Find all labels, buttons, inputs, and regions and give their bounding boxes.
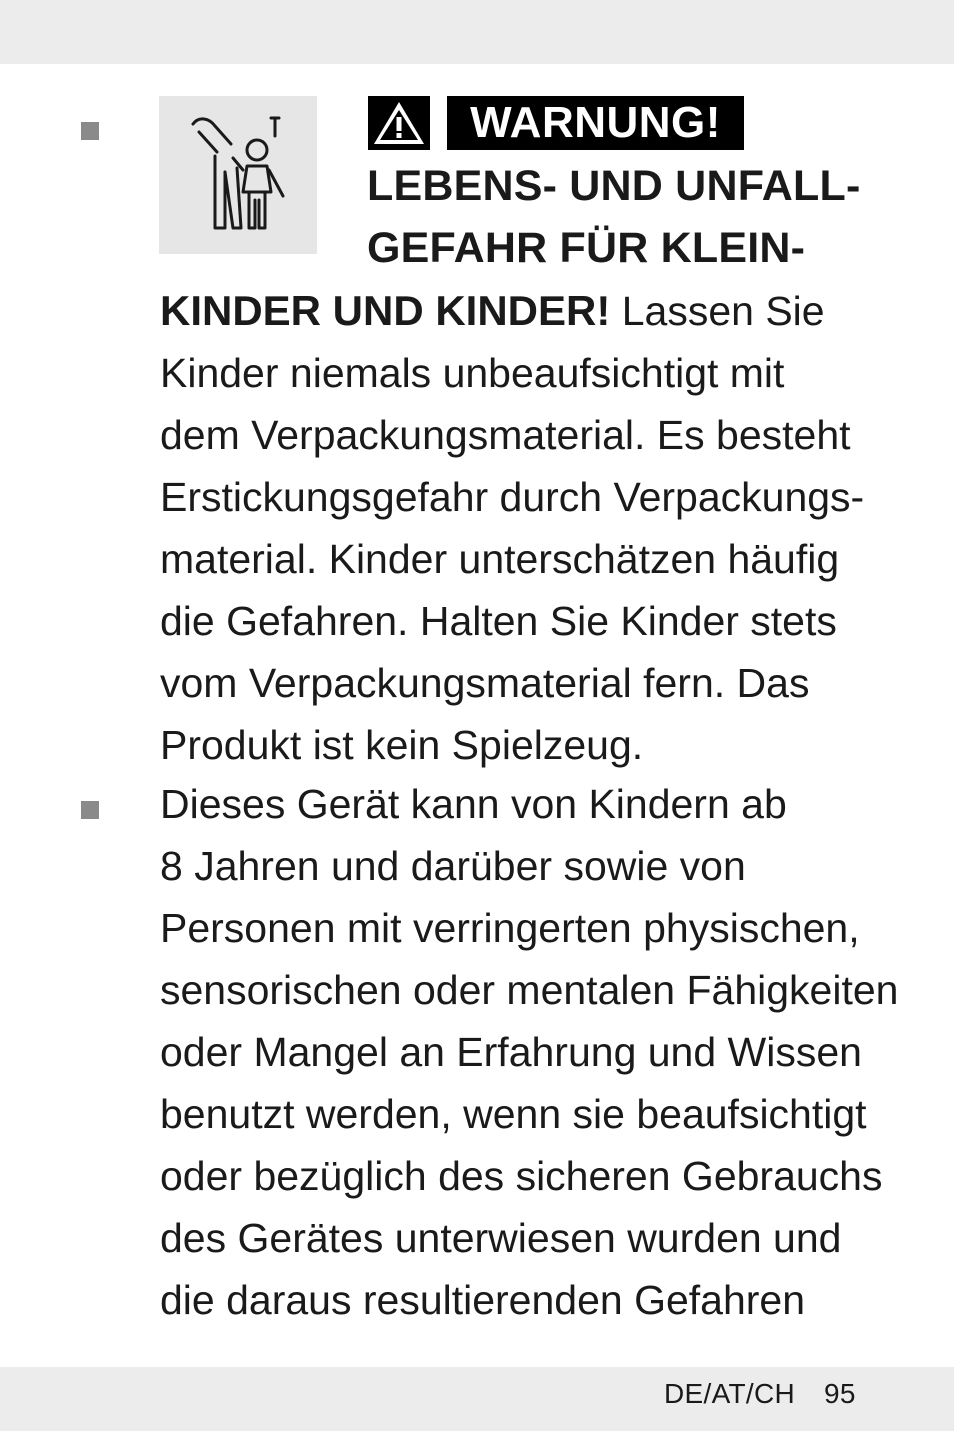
usage-line: sensorischen oder mentalen Fähigkeiten xyxy=(160,967,899,1013)
warning-headline-cont: KINDER UND KINDER! xyxy=(160,287,611,334)
usage-line: Dieses Gerät kann von Kindern ab xyxy=(160,781,787,827)
warning-body-line: Erstickungsgefahr durch Verpackungs- xyxy=(160,474,865,520)
warning-triangle-icon xyxy=(368,96,430,150)
warning-headline-line-1: LEBENS- UND UNFALL- xyxy=(367,162,861,210)
usage-line: benutzt werden, wenn sie beaufsichtigt xyxy=(160,1091,867,1137)
bottom-band xyxy=(0,1367,954,1431)
usage-line: Personen mit verringerten physischen, xyxy=(160,905,860,951)
children-usage-paragraph xyxy=(160,773,900,1331)
child-supervision-icon xyxy=(159,96,317,254)
usage-line: oder Mangel an Erfahrung und Wissen xyxy=(160,1029,862,1075)
warning-first-line xyxy=(160,280,900,342)
page-number: 95 xyxy=(824,1378,856,1409)
warning-body-line: vom Verpackungsmaterial fern. Das xyxy=(160,660,810,706)
usage-line: 8 Jahren und darüber sowie von xyxy=(160,843,746,889)
warning-body-line: Kinder niemals unbeaufsichtigt mit xyxy=(160,350,785,396)
warning-first-line-rest: Lassen Sie xyxy=(610,288,825,334)
footer-region: DE/AT/CH xyxy=(664,1378,795,1409)
warning-body-line: Produkt ist kein Spielzeug. xyxy=(160,722,644,768)
square-bullet-icon xyxy=(81,122,99,140)
warning-body-line: die Gefahren. Halten Sie Kinder stets xyxy=(160,598,837,644)
usage-line: des Gerätes unterwiesen wurden und xyxy=(160,1215,842,1261)
usage-line: die daraus resultierenden Gefahren xyxy=(160,1277,806,1323)
warning-paragraph xyxy=(160,280,900,776)
warning-body-line: dem Verpackungsmaterial. Es besteht xyxy=(160,412,851,458)
usage-line: oder bezüglich des sicheren Gebrauchs xyxy=(160,1153,883,1199)
warning-body-line: material. Kinder unterschätzen häufig xyxy=(160,536,840,582)
warning-label: WARNUNG! xyxy=(447,96,744,150)
warning-headline-line-2: GEFAHR FÜR KLEIN- xyxy=(367,224,806,272)
top-band xyxy=(0,0,954,64)
square-bullet-icon xyxy=(81,801,99,819)
